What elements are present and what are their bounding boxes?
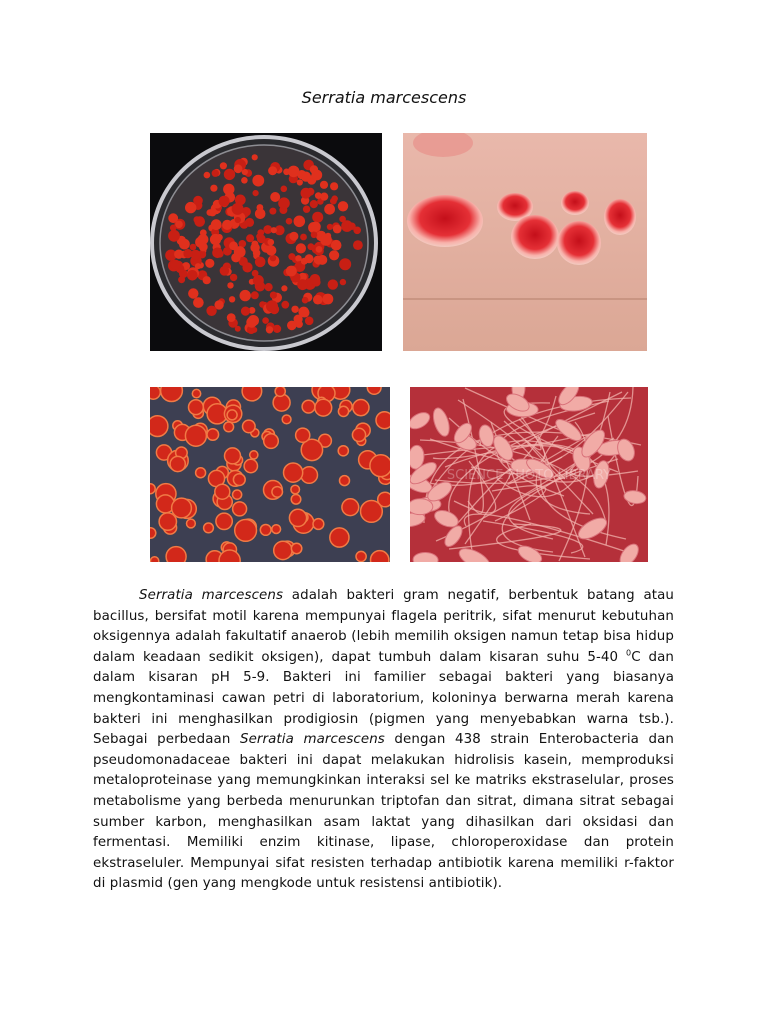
colony-dot	[216, 513, 232, 529]
petri-dish-photo	[150, 133, 382, 351]
colony-dot	[250, 451, 258, 459]
colony-dot	[284, 463, 303, 482]
colony-dot	[325, 233, 331, 239]
colony-dot	[297, 279, 308, 290]
colony-dot	[264, 434, 279, 449]
colony-dot	[150, 528, 156, 539]
colony-dot	[204, 172, 211, 179]
colony-dot	[270, 292, 277, 299]
colony-dot	[281, 186, 288, 193]
colony-dot	[225, 448, 241, 464]
colony-dot	[333, 225, 342, 234]
colony-dot	[338, 406, 348, 416]
colony-dot	[224, 169, 235, 180]
colony-dot	[252, 175, 264, 187]
colony-dot	[150, 387, 160, 399]
colony-dot	[338, 446, 348, 456]
colony-dot	[212, 170, 219, 177]
colony-dot	[294, 216, 306, 228]
colony-dot	[340, 279, 346, 285]
colony-dot	[243, 420, 256, 433]
colony-dot	[353, 227, 361, 235]
colony-dot	[255, 257, 266, 268]
colony-dot	[199, 243, 208, 252]
colony-dot	[308, 243, 315, 250]
colony-dot	[246, 234, 254, 242]
colony-dot	[207, 209, 214, 216]
colony-dot	[255, 209, 266, 220]
colony-dot	[288, 253, 295, 260]
colony-dot	[320, 181, 328, 189]
colony-dot	[352, 428, 365, 441]
colony-dot	[204, 523, 214, 533]
colony-dot	[281, 285, 287, 291]
colony-dot	[266, 326, 273, 333]
colony-dot	[253, 275, 264, 286]
colony-dot	[170, 456, 185, 471]
colony-dot	[174, 250, 183, 259]
colony-dot	[281, 301, 289, 309]
micrograph-photo	[410, 387, 648, 562]
colony-dot	[329, 250, 339, 260]
colony-dot	[310, 274, 321, 285]
species-name: Serratia marcescens	[239, 732, 385, 748]
colony-dot	[339, 216, 346, 223]
colony-dot	[287, 321, 297, 331]
colony-dot	[286, 266, 297, 277]
agar-colonies-photo	[150, 387, 390, 562]
colony-dot	[286, 218, 293, 225]
colony-dot	[246, 317, 257, 328]
colony-dot	[262, 317, 269, 324]
colony-dot	[233, 474, 245, 486]
colony-dot	[150, 416, 168, 437]
colony-dot	[233, 502, 247, 516]
colony-dot	[291, 495, 301, 505]
colony-dot	[353, 240, 363, 250]
colony-dot	[269, 208, 276, 215]
colony-dot	[175, 221, 183, 229]
colony-dot	[227, 313, 236, 322]
colony-dot	[367, 387, 381, 394]
colony-dot	[240, 290, 251, 301]
colony-dot	[342, 499, 359, 516]
colony-dot	[273, 325, 281, 333]
colony-dot	[170, 260, 180, 270]
colony-dot	[222, 220, 232, 230]
colony-dot	[150, 557, 158, 562]
colony-dot	[235, 217, 241, 223]
colony-dot	[220, 162, 227, 169]
colony-dot	[252, 154, 258, 160]
colony-dot	[297, 179, 303, 185]
colony-dot	[233, 490, 242, 499]
colony-dot	[288, 166, 300, 178]
colony-dot	[353, 400, 369, 416]
colony-dot	[361, 501, 383, 523]
colony-dot	[196, 468, 206, 478]
colony-dot	[206, 306, 216, 316]
colony-dot	[193, 297, 204, 308]
colony-dot	[187, 519, 196, 528]
colony-dot	[296, 428, 310, 442]
colony-dot	[324, 204, 335, 215]
colony-dot	[289, 509, 306, 526]
colony-dot	[178, 276, 185, 283]
colony-dot	[300, 234, 307, 241]
bacterium-cell	[410, 499, 433, 515]
colony-dot	[238, 250, 245, 257]
colony-dot	[338, 201, 348, 211]
colony-dot	[230, 274, 237, 281]
colony-dot	[235, 520, 257, 542]
colony-dot	[161, 387, 183, 402]
colony-dot	[315, 399, 332, 416]
colony-dot	[291, 543, 301, 553]
colony-dot	[270, 255, 276, 261]
colony-dot	[340, 476, 350, 486]
colony-dot	[370, 455, 390, 477]
description-paragraph: Serratia marcescens adalah bakteri gram negatif, berbentuk batang atau bacillus, bersifat motil karena mempunyai flagela peritrik, sifat menurut kebutuhan oksigennya adalah fakultatif anaerob (lebih memilih oksigen namun tetap bisa hidup dalam keadaan sedikit oksigen), dapat tumbuh dalam kisaran suhu 5-40 $^0$C dan dalam kisaran pH 5-9. Bakteri ini familier sebagai bakteri yang biasanya mengkontaminasi cawan petri di laboratorium, koloninya berwarna merah karena bakteri ini menghasilkan prodigiosin (pigmen yang menyebabkan warna tsb.). Sebagai perbedaan Serratia marcescens dengan 438 strain Enterobacteria dan pseudomonadaceae bakteri ini dapat melakukan hidrolisis kasein, memproduksi metaloproteinase yang memungkinkan interaksi sel ke matriks ekstraselular, proses metabolisme yang berbeda menurunkan triptofan dan sitrat, dimana sitrat sebagai sumber karbon, menghasilkan asam laktat yang dihasilkan dari oksidasi dan fermentasi. Memiliki enzim kitinase, lipase, chloroperoxidase dan protein ekstraseluler. Mempunyai sifat resisten terhadap antibiotik karena memiliki r-faktor di plasmid (gen yang mengkode untuk resistensi antibiotik).	[93, 588, 674, 892]
colony-dot	[270, 192, 280, 202]
colony-dot	[265, 283, 273, 291]
colony-dot	[268, 166, 277, 175]
colony-dot	[316, 246, 323, 253]
colony-dot	[187, 270, 198, 281]
colony-dot	[315, 192, 322, 199]
colony-dot	[339, 258, 351, 270]
colony-dot	[301, 467, 318, 484]
colony-dot	[220, 266, 230, 276]
species-name: Serratia marcescens	[139, 588, 284, 603]
colony-dot	[159, 513, 176, 530]
colony-dot	[305, 317, 314, 326]
colony-dot	[241, 307, 250, 316]
colony-dot	[295, 255, 302, 262]
colony-dot	[330, 528, 349, 547]
colony-dot	[234, 164, 243, 173]
colony-dot	[301, 188, 312, 199]
colony-dot	[313, 519, 324, 530]
colony-dot	[219, 196, 230, 207]
colony-dot	[210, 185, 217, 192]
colony-dot	[235, 326, 241, 332]
page-title: Serratia marcescens	[301, 88, 467, 107]
colony-dot	[229, 296, 235, 302]
colony-dot	[330, 182, 338, 190]
colony-dot	[302, 400, 315, 413]
colony-dot	[203, 276, 211, 284]
colony-dot	[291, 306, 298, 313]
colony-dot	[242, 262, 252, 272]
colony-dot	[244, 459, 257, 472]
colony-dot	[278, 197, 290, 209]
colony-dot	[301, 258, 308, 265]
colony-dot	[193, 196, 203, 206]
colony-dot	[271, 227, 277, 233]
colony-dot	[260, 525, 271, 536]
colony-dot	[251, 291, 259, 299]
colony-dot	[330, 198, 337, 205]
colony-dot	[303, 206, 310, 213]
colony-dot	[314, 256, 322, 264]
colony-dot	[194, 216, 205, 227]
colony-dot	[371, 551, 389, 562]
colony-dot	[241, 177, 248, 184]
colony-dot	[190, 244, 197, 251]
colony-dot	[266, 245, 276, 255]
colony-dot	[311, 232, 318, 239]
colony-dot	[188, 288, 198, 298]
degree-symbol: 0	[626, 648, 632, 658]
colony-dot	[251, 241, 258, 248]
colony-closeup-photo	[403, 133, 647, 351]
colony-dot	[313, 295, 323, 305]
colony-dot	[289, 232, 298, 241]
colony-dot	[183, 249, 192, 258]
colony-dot	[302, 297, 309, 304]
colony-dot	[205, 259, 214, 268]
colony-dot	[328, 279, 338, 289]
colony-dot	[232, 203, 244, 215]
colony-dot	[215, 484, 230, 499]
colony-dot	[257, 234, 266, 243]
colony-dot	[323, 294, 334, 305]
colony-dot	[172, 498, 192, 518]
colony-dot	[282, 415, 291, 424]
colony-dot	[210, 234, 221, 245]
colony-dot	[227, 282, 233, 288]
colony-dot	[185, 425, 206, 446]
colony-dot	[207, 429, 219, 441]
colony-dot	[242, 387, 262, 401]
colony-dot	[211, 219, 222, 230]
colony-dot	[311, 170, 322, 181]
colony-dot	[168, 230, 180, 242]
colony-dot	[275, 387, 285, 396]
colony-dot	[227, 410, 237, 420]
colony-dot	[192, 389, 200, 397]
colony-dot	[189, 400, 204, 415]
colony-dot	[216, 250, 223, 257]
colony-dot	[272, 487, 283, 498]
colony-dot	[296, 243, 306, 253]
colony-dot	[311, 222, 321, 232]
colony-dot	[166, 547, 186, 562]
colony-dot	[301, 172, 311, 182]
colony-dot	[272, 525, 281, 534]
colony-dot	[224, 422, 234, 432]
colony-dot	[310, 200, 318, 208]
colony-dot	[312, 212, 323, 223]
colony-dot	[331, 240, 342, 251]
colony-dot	[356, 551, 366, 561]
colony-dot	[268, 239, 275, 246]
colony-dot	[291, 485, 300, 494]
colony-dot	[376, 412, 390, 429]
colony-dot	[274, 541, 292, 559]
colony-dot	[253, 190, 259, 196]
colony-dot	[229, 241, 238, 250]
watermark-text: SCIENCE PHOTO LIBRARY	[446, 468, 612, 483]
colony-dot	[195, 263, 201, 269]
colony-dot	[150, 484, 155, 494]
colony-dot	[266, 300, 278, 312]
